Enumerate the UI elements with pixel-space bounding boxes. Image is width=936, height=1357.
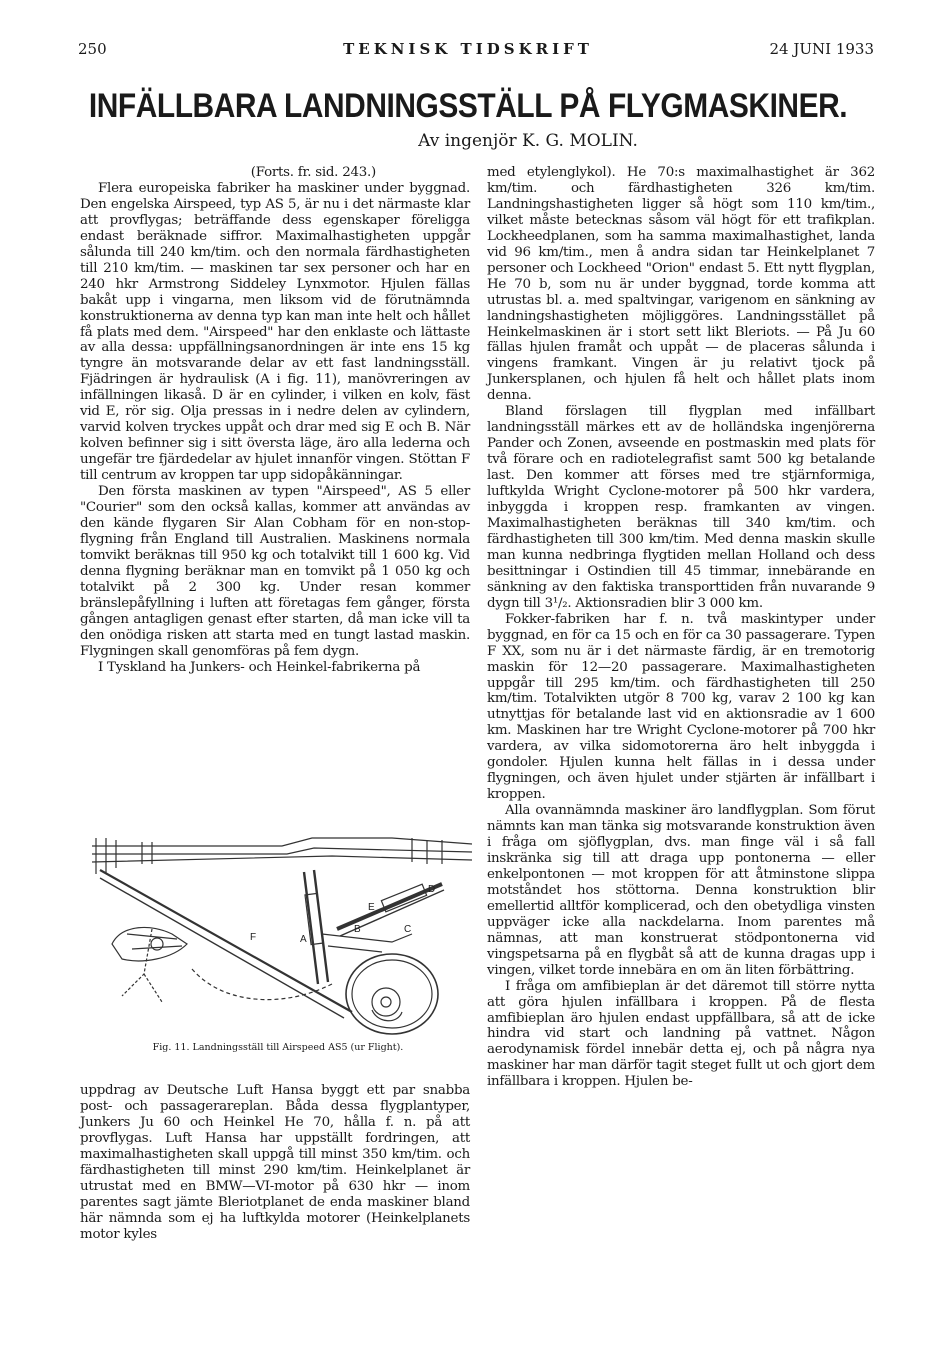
label-f: F [250,932,257,943]
label-c: C [404,924,412,935]
label-e: E [368,902,375,913]
paragraph: med etylenglykol). He 70:s maximalhastighet är 362 km/tim. och färdhastigheten 326 km/tim. Landningshastigheten ligger så högt som 110 km/tim., vilket måste betecknas såsom väl högt för ett trafikplan. Lockheedplanen, som ha samma maximalhastighet, landa vid 96 km/tim., men å andra sidan tar Heinkelplanet 7 personer och Lockheed "Orion" endast 5. Ett nytt flygplan, He 70 b, som nu är under byggnad, torde komma att utrustas bl. a. med spaltvingar, varigenom en sänkning av landningshastigheten möjliggöres. Landningsstället på Heinkelmaskinen är i stort sett likt Bleriots. — På Ju 60 fällas hjulen framåt och uppåt — de placeras sålunda i vingens framkant. Vingen är ju relativt tjock på Junkersplanen, och hjulen få helt och hållet plats inom denna. [487,165,875,404]
left-column-bottom [80,1083,470,1243]
label-b: B [354,924,361,935]
paragraph: I fråga om amfibieplan är det däremot till större nytta att göra hjulen infällbara i kroppen. På de flesta amfibieplan äro hjulen endast uppfällbara, så att de icke hindra vid start och landning på vattnet. Någon aerodynamisk fördel innebär detta ej, och på några nya maskiner har man därför tagit steget fullt ut och gjort dem infällbara i kroppen. Hjulen be- [487,978,875,1090]
paragraph: Alla ovannämnda maskiner äro landflygplan. Som förut nämnts kan man tänka sig motsvarande konstruktion även i fråga om sjöflygplan, dvs. man finge väl i så fall inskränka sig till att draga upp pontonerna — eller enkelpontonen — mot kroppen för att åtminstone slippa motståndet hos stöttorna. Denna konstruktion blir emellertid alltför komplicerad, och den obetydliga vinsten uppväger icke alla nackdelarna. Inom parentes må nämnas, att man konstruerat stödpontonerna vid vingspetsarna på en flygbåt så att de kunna dragas upp i vingen, vilket torde innebära en om än liten förbättring. [487,803,875,978]
right-column [487,165,875,1090]
article-title: INFÄLLBARA LANDNINGSSTÄLL PÅ FLYGMASKINER. [88,87,848,125]
paragraph: Bland förslagen till flygplan med infällbart landningsställ märkes ett av de holländska ingenjörerna Pander och Zonen, avseende en postmaskin med plats för två förare och en radiotelegrafist samt 500 kg betalande last. Den kommer att förses med tre stjärnformiga, luftkylda Wright Cyclone-motorer på 500 hkr vardera, inbyggda i kroppen resp. framkanten av vingen. Maximalhastigheten beräknas till 340 km/tim. och färdhastigheten till 300 km/tim. Med denna maskin skulle man kunna nedbringa flygtiden mellan Holland och dess besittningar i Ostindien till 45 timmar, innebärande en sänkning av den faktiska transporttiden från nuvarande 9 dygn till 3¹/₂. Aktionsradien blir 3 000 km. [487,404,875,611]
figure-caption: Fig. 11. Landningsställ till Airspeed AS5 (ur Flight). [152,1042,404,1053]
label-d: D [428,884,436,895]
article-byline: Av ingenjör K. G. MOLIN. [418,131,638,151]
paragraph: Den första maskinen av typen "Airspeed", AS 5 eller "Courier" som den också kallas, kommer att användas av den kände flygaren Sir Alan Cobham för en non-stop-flygning från England till Australien. Maskinens normala tomvikt beräknas till 950 kg och totalvikt till 1 600 kg. Vid denna flygning beräknar man en tomvikt på 1 050 kg och totalvikt på 2 300 kg. Under resan kommer bränslepåfyllning i luften att företagas fem gånger, första gången antagligen genast efter starten, då man icke vill ta den onödiga risken att starta med en tungt lastad maskin. Flygningen skall genomföras på fem dygn. [80,484,470,659]
paragraph: Fokker-fabriken har f. n. två maskintyper under byggnad, en för ca 15 och en för ca 30 passagerare. Typen F XX, som nu är i det närmaste färdig, är en tremotorig maskin för 12—20 passagerare. Maximalhastigheten uppgår till 295 km/tim. och färdhastigheten till 250 km/tim. Totalvikten utgör 8 700 kg, varav 2 100 kg kan utnyttjas för betalande last vid en aktionsradie av 1 600 km. Maskinen har tre Wright Cyclone-motorer på 700 hkr vardera, av vilka sidomotorerna äro helt inbyggda i gondoler. Hjulen kunna helt fällas in i dessa under flygningen, och även hjulet under stjärten är infällbart i kroppen. [487,611,875,803]
continuation-note: (Forts. fr. sid. 243.) [250,165,376,180]
page-number: 250 [78,40,107,58]
figure-11 [82,834,474,1066]
paragraph: uppdrag av Deutsche Luft Hansa byggt ett par snabba post- och passagerareplan. Båda dessa flygplantyper, Junkers Ju 60 och Heinkel He 70, hålla f. n. på att provflygas. Luft Hansa har uppställt fordringen, att maximalhastigheten skall uppgå till minst 350 km/tim. och färdhastigheten till minst 290 km/tim. Heinkelplanet är utrustat med en BMW—VI-motor på 630 hkr — inom parentes sagt jämte Bleriotplanet de enda maskiner bland här nämnda som ej ha luftkylda motorer (Heinkelplanets motor kyles [80,1083,470,1242]
journal-name: TEKNISK TIDSKRIFT [343,40,593,58]
landing-gear-illustration [82,834,474,1040]
issue-date: 24 JUNI 1933 [769,40,874,58]
paragraph: Flera europeiska fabriker ha maskiner under byggnad. Den engelska Airspeed, typ AS 5, är nu i det närmaste klar att provflygas; beträffande dess egenskaper föreligga endast beräknade siffror. Maximalhastigheten uppgår sålunda till 240 km/tim. och den normala färdhastigheten till 210 km/tim. — maskinen tar sex personer och har en 240 hkr Armstrong Siddeley Lynxmotor. Hjulen fällas bakåt upp i vingarna, men liksom vid de förutnämnda konstruktionerna av denna typ kan man inte helt och hållet få plats med dem. "Airspeed" har den enklaste och lättaste av alla dessa: uppfällningsanordningen är inte ens 15 kg tyngre än motsvarande delar av ett fast landningsställ. Fjädringen är hydraulisk (A i fig. 11), manövreringen av infällningen likaså. D är en cylinder, i vilken en kolv, fäst vid E, rör sig. Olja pressas in i nedre delen av cylindern, varvid kolven tryckes uppåt och drar med sig E och B. När kolven befinner sig i sitt översta läge, äro alla lederna och ungefär tre fjärdedelar av hjulet innanför vingen. Stöttan F till centrum av kroppen tar upp sidopåkänningar. [80,180,470,484]
paragraph: I Tyskland ha Junkers- och Heinkel-fabrikerna på [98,659,421,675]
left-column-top [80,165,470,676]
label-a: A [300,934,307,945]
